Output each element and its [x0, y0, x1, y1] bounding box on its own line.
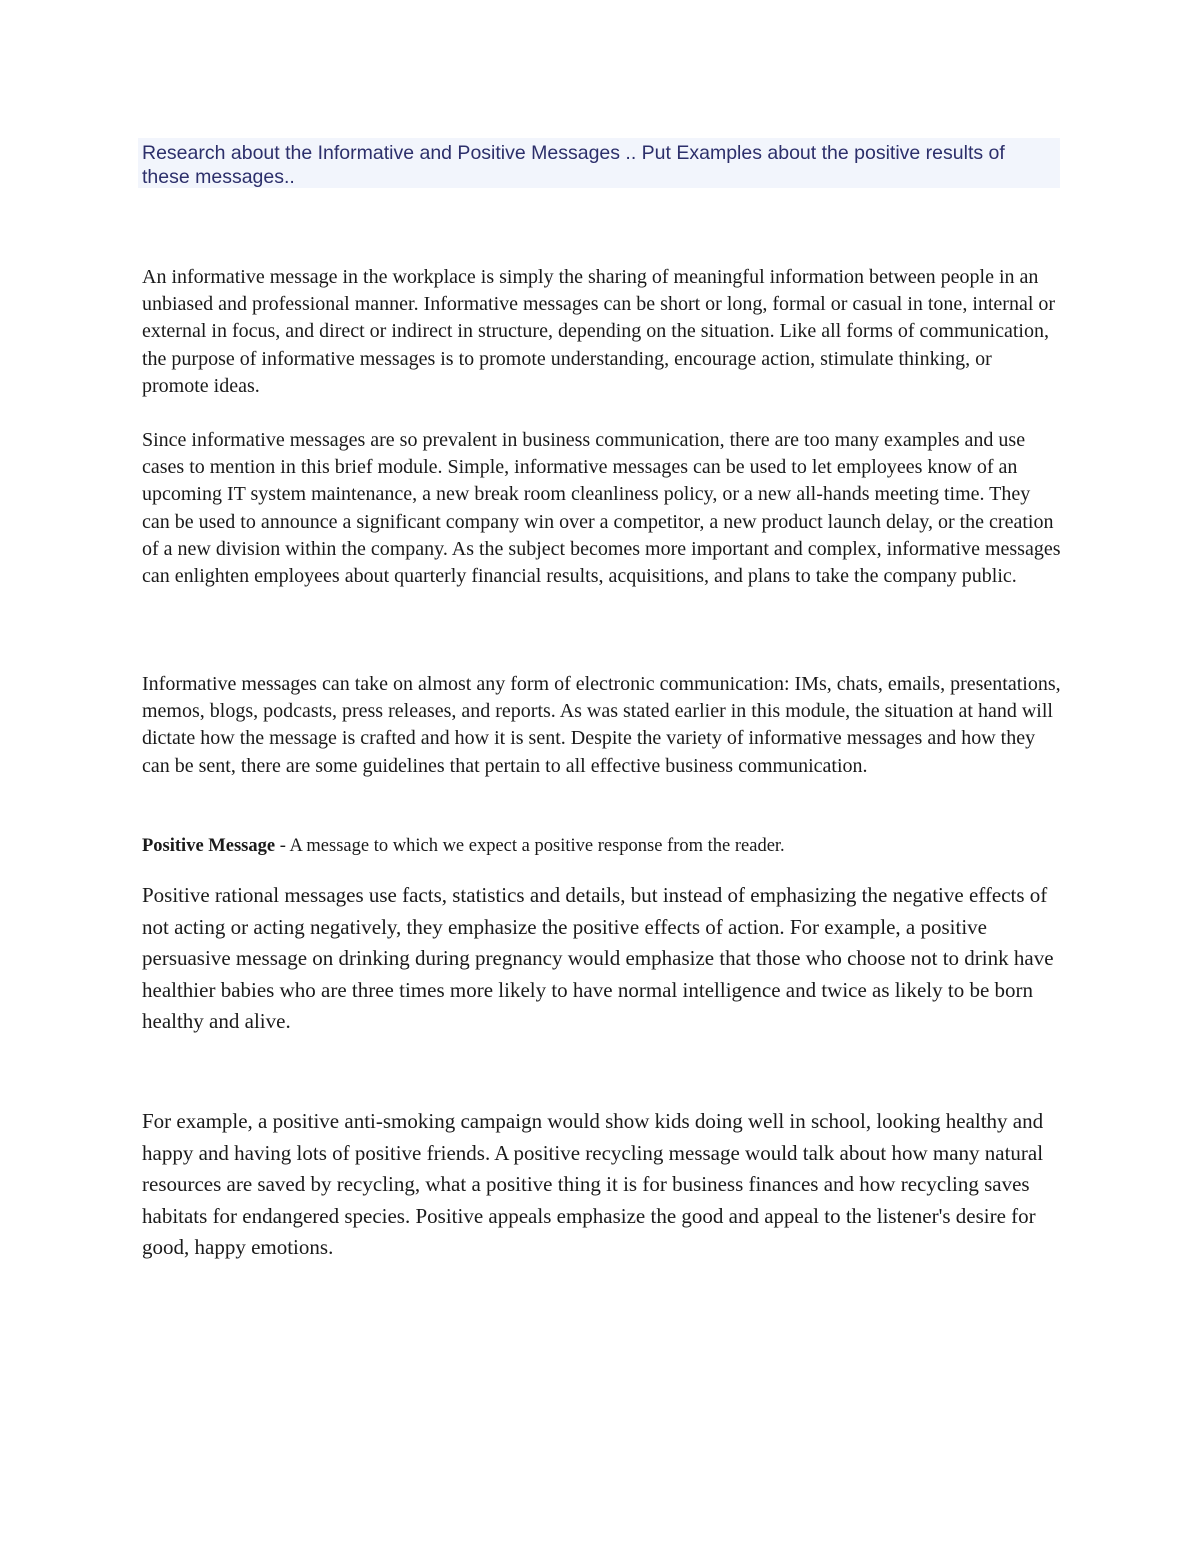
- positive-message-term: Positive Message: [142, 836, 276, 856]
- paragraph-positive-examples: For example, a positive anti-smoking campaign would show kids doing well in school, looking healthy and happy and having lots of positive friends. A positive recycling message would talk about how many natural resources are saved by recycling, what a positive thing it is for business finances and how recycling saves habitats for endangered species. Positive appeals emphasize the good and appeal to the listener's desire for good, happy emotions.: [142, 1109, 1044, 1259]
- paragraph-informative-forms: Informative messages can take on almost any form of electronic communication: IMs, chats, emails, presentations, memos, blogs, podcasts, press releases, and reports. As was stated earlier in this module, the situation at hand will dictate how the message is crafted and how it is sent. Despite the variety of informative messages and how they can be sent, there are some guidelines that pertain to all effective business communication.: [142, 673, 1061, 777]
- paragraph-informative-examples: Since informative messages are so prevalent in business communication, there are too many examples and use cases to mention in this brief module. Simple, informative messages can be used to let employees know of an upcoming IT system maintenance, a new break room cleanliness policy, or a new all-hands meeting time. They can be used to announce a significant company win over a competitor, a new product launch delay, or the creation of a new division within the company. As the subject becomes more important and complex, informative messages can enlighten employees about quarterly financial results, acquisitions, and plans to take the company public.: [142, 429, 1061, 588]
- question-heading: Research about the Informative and Positive Messages .. Put Examples about the positive results of these messages..: [138, 138, 1060, 188]
- positive-message-description: - A message to which we expect a positive response from the reader.: [275, 836, 785, 856]
- positive-message-definition: [142, 834, 1062, 858]
- paragraph-positive-rational: Positive rational messages use facts, statistics and details, but instead of emphasizing the negative effects of not acting or acting negatively, they emphasize the positive effects of action. For example, a positive persuasive message on drinking during pregnancy would emphasize that those who choose not to drink have healthier babies who are three times more likely to have normal intelligence and twice as likely to be born healthy and alive.: [142, 883, 1054, 1033]
- paragraph-informative-definition: An informative message in the workplace is simply the sharing of meaningful information between people in an unbiased and professional manner. Informative messages can be short or long, formal or casual in tone, internal or external in focus, and direct or indirect in structure, depending on the situation. Like all forms of communication, the purpose of informative messages is to promote understanding, encourage action, stimulate thinking, or promote ideas.: [142, 266, 1056, 397]
